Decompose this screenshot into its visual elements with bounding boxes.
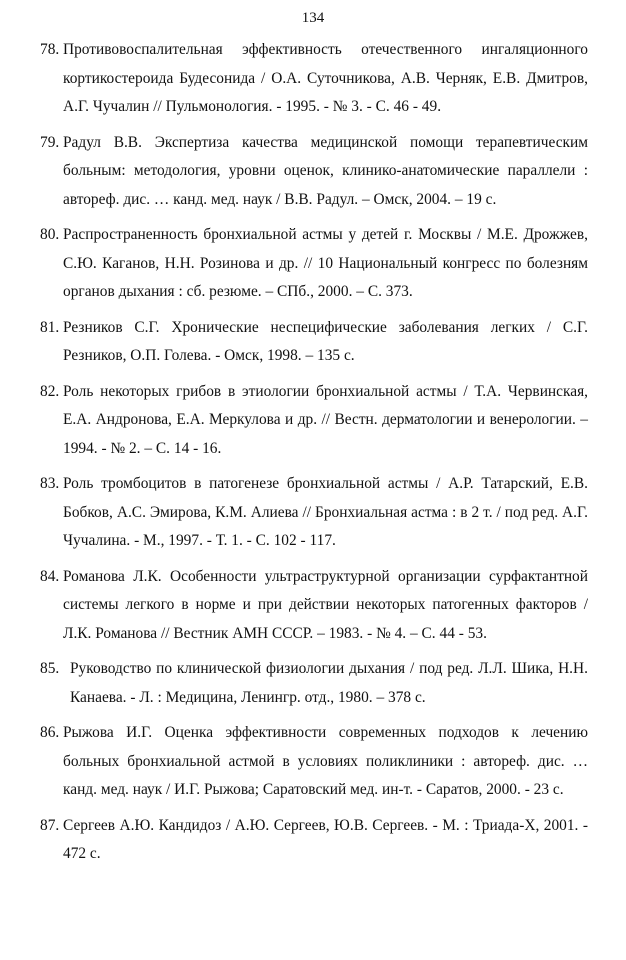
reference-item [40,719,588,805]
reference-text: Противовоспалительная эффективность отечественного ингаляционного кортикостероида Будесонида / О.А. Суточникова, А.В. Черняк, Е.В. Дмитров, А.Г. Чучалин // Пульмонология. - 1995. - № 3. - С. 46 - 49. [63,41,588,115]
reference-number: 81. [40,318,60,336]
reference-text: Радул В.В. Экспертиза качества медицинской помощи терапевтическим больным: методология, уровни оценок, клинико-анатомические параллели : автореф. дис. … канд. мед. наук / В.В. Радул. – Омск, 2004. – 19 с. [63,133,588,208]
reference-number: 79. [40,133,60,151]
reference-text: Руководство по клинической физиологии дыхания / под ред. Л.Л. Шика, Н.Н. Канаева. - Л. : Медицина, Ленингр. отд., 1980. – 378 с. [70,660,588,706]
reference-item [40,470,588,556]
reference-item [40,129,588,215]
reference-list [40,36,588,876]
reference-item [40,378,588,464]
reference-number: 83. [40,475,60,492]
reference-item [40,563,588,649]
reference-item [40,36,588,122]
reference-number: 78. [40,41,60,58]
reference-number: 87. [40,816,60,834]
reference-number: 82. [40,382,60,400]
page-number: 134 [301,10,325,26]
reference-text: Рыжова И.Г. Оценка эффективности современных подходов к лечению больных бронхиальной астмой в условиях поликлиники : автореф. дис. … канд. мед. наук / И.Г. Рыжова; Саратовский мед. ин-т. - Саратов, 2000. - 23 с. [63,724,588,798]
reference-item [40,812,588,869]
reference-number: 80. [40,226,60,243]
reference-number: 84. [40,567,60,585]
reference-text: Резников С.Г. Хронические неспецифические заболевания легких / С.Г. Резников, О.П. Голева. - Омск, 1998. – 135 с. [63,318,588,364]
reference-text: Романова Л.К. Особенности ультраструктурной организации сурфактантной системы легкого в норме и при действии некоторых патогенных факторов / Л.К. Романова // Вестник АМН СССР. – 1983. - № 4. – С. 44 - 53. [63,567,588,642]
reference-text: Роль некоторых грибов в этиологии бронхиальной астмы / Т.А. Червинская, Е.А. Андронова, Е.А. Меркулова и др. // Вестн. дерматологии и венерологии. – 1994. - № 2. – С. 14 - 16. [63,382,588,457]
reference-item [40,655,588,712]
reference-number: 86. [40,724,60,741]
reference-text: Распространенность бронхиальной астмы у детей г. Москвы / М.Е. Дрожжев, С.Ю. Каганов, Н.Н. Розинова и др. // 10 Национальный конгресс по болезням органов дыхания : сб. резюме. – СПб., 2000. – С. 373. [63,226,588,300]
reference-item [40,314,588,371]
reference-text: Сергеев А.Ю. Кандидоз / А.Ю. Сергеев, Ю.В. Сергеев. - М. : Триада-Х, 2001. - 472 с. [63,816,588,862]
reference-number: 85. [40,660,60,677]
reference-item [40,221,588,307]
reference-text: Роль тромбоцитов в патогенезе бронхиальной астмы / А.Р. Татарский, Е.В. Бобков, А.С. Эмирова, К.М. Алиева // Бронхиальная астма : в 2 т. / под ред. А.Г. Чучалина. - М., 1997. - Т. 1. - С. 102 - 117. [63,475,588,549]
